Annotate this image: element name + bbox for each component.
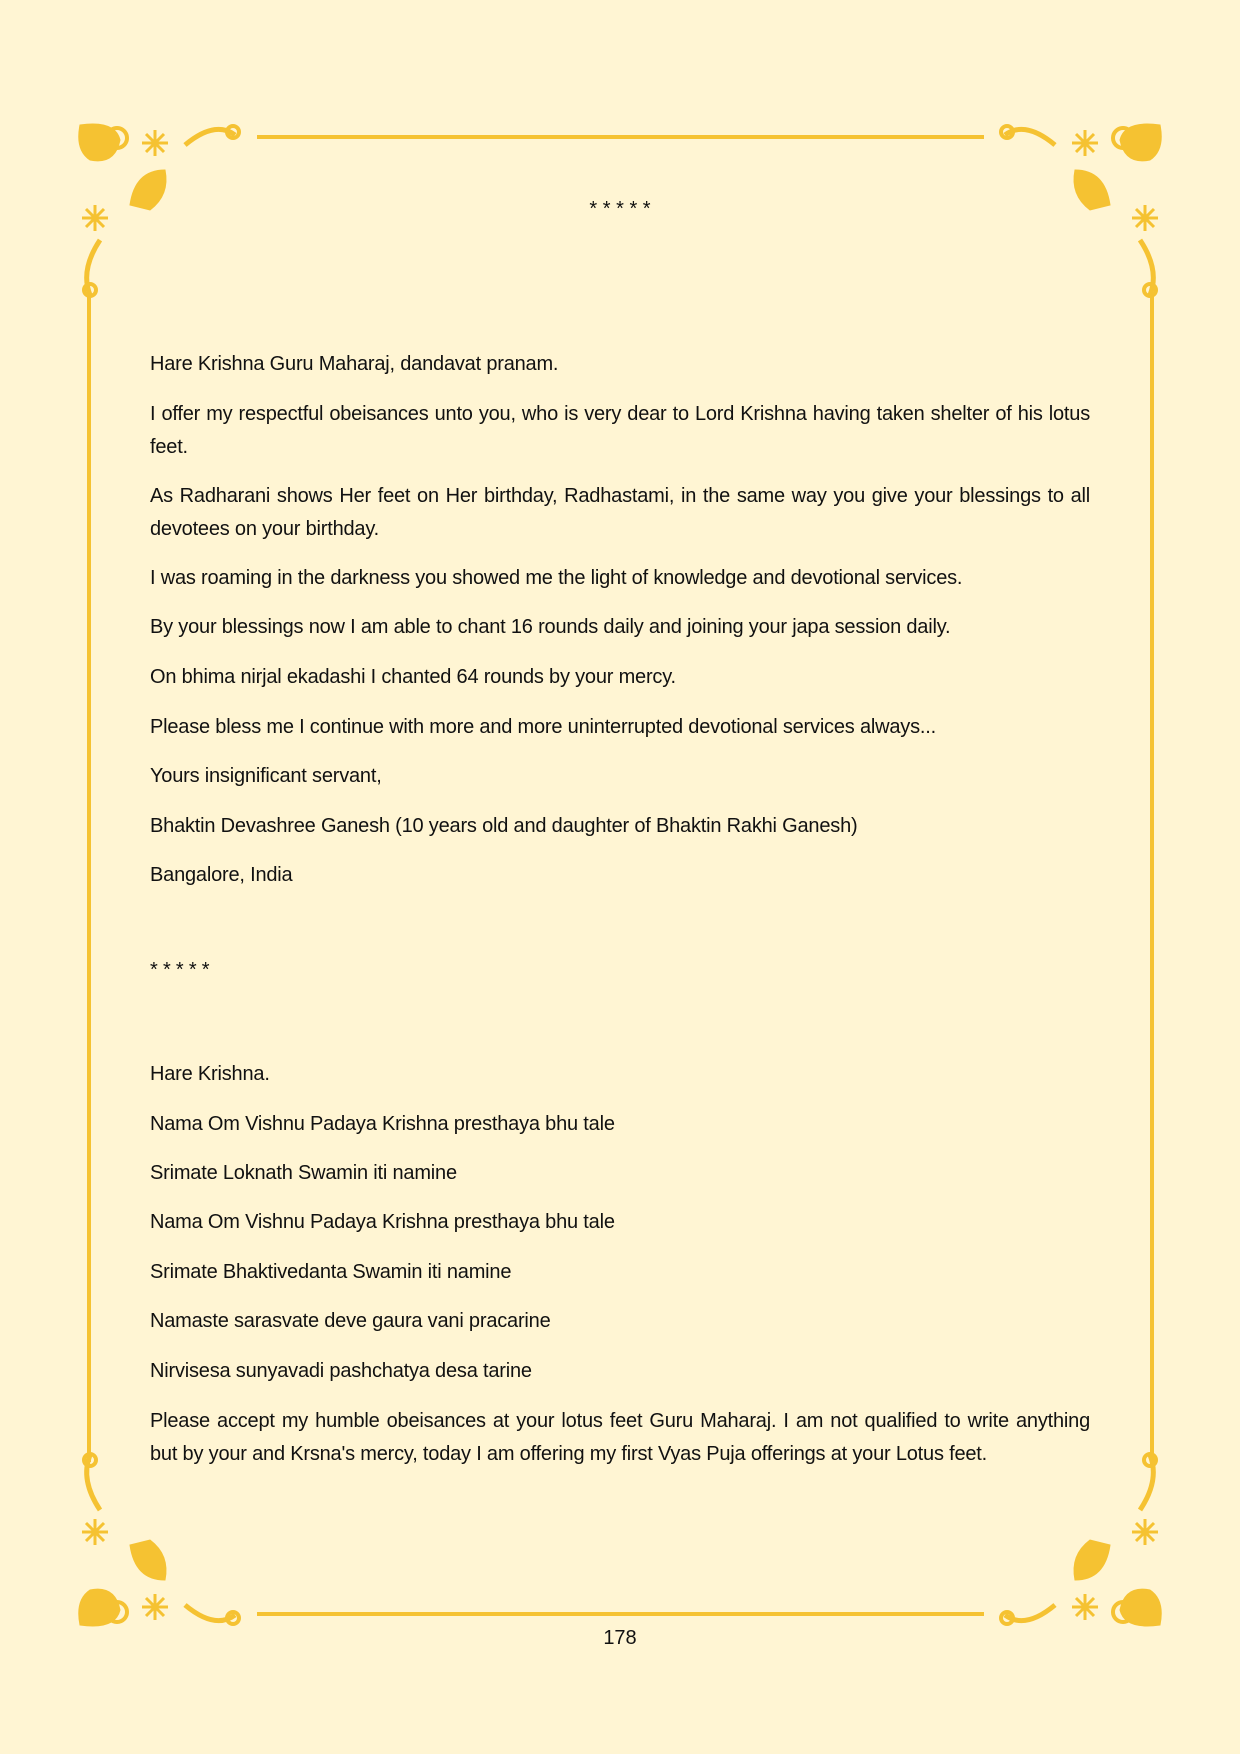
letter2-verse: Nirvisesa sunyavadi pashchatya desa tarine xyxy=(150,1360,532,1382)
border-bottom xyxy=(257,1612,984,1616)
border-left xyxy=(87,292,91,1462)
top-separator: * * * * * xyxy=(589,198,651,220)
letter2-verse: Nama Om Vishnu Padaya Krishna presthaya bhu tale xyxy=(150,1211,615,1233)
letter2-verse: Srimate Bhaktivedanta Swamin iti namine xyxy=(150,1261,512,1283)
page-number: 178 xyxy=(603,1627,637,1649)
border-top xyxy=(257,135,984,139)
letter1-paragraph: I offer my respectful obeisances unto you, who is very dear to Lord Krishna having taken shelter of his lotus feet. xyxy=(150,403,1090,458)
letter2-greeting: Hare Krishna. xyxy=(150,1063,270,1085)
letter2-verse: Nama Om Vishnu Padaya Krishna presthaya bhu tale xyxy=(150,1113,615,1135)
letter1-location: Bangalore, India xyxy=(150,864,293,886)
letter1-greeting: Hare Krishna Guru Maharaj, dandavat pranam. xyxy=(150,353,559,375)
border-right xyxy=(1150,292,1154,1462)
letter1-paragraph: On bhima nirjal ekadashi I chanted 64 rounds by your mercy. xyxy=(150,666,676,688)
corner-ornament-icon xyxy=(985,1450,1165,1630)
letter1-paragraph: By your blessings now I am able to chant 16 rounds daily and joining your japa session daily. xyxy=(150,616,951,638)
letter2-verse: Namaste sarasvate deve gaura vani pracarine xyxy=(150,1310,551,1332)
letter1-signature: Bhaktin Devashree Ganesh (10 years old and daughter of Bhaktin Rakhi Ganesh) xyxy=(150,815,858,837)
letter2-paragraph: Please accept my humble obeisances at your lotus feet Guru Maharaj. I am not qualified to write anything but by your and Krsna's mercy, today I am offering my first Vyas Puja offerings at your Lotus feet. xyxy=(150,1410,1090,1465)
corner-ornament-icon xyxy=(75,1450,255,1630)
letter1-paragraph: Please bless me I continue with more and more uninterrupted devotional services always... xyxy=(150,716,936,738)
letter1-paragraph: As Radharani shows Her feet on Her birthday, Radhastami, in the same way you give your blessings to all devotees on your birthday. xyxy=(150,485,1090,540)
letter1-closing: Yours insignificant servant, xyxy=(150,765,382,787)
middle-separator: * * * * * xyxy=(150,959,210,981)
letter1-paragraph: I was roaming in the darkness you showed me the light of knowledge and devotional services. xyxy=(150,567,963,589)
letter2-verse: Srimate Loknath Swamin iti namine xyxy=(150,1162,457,1184)
